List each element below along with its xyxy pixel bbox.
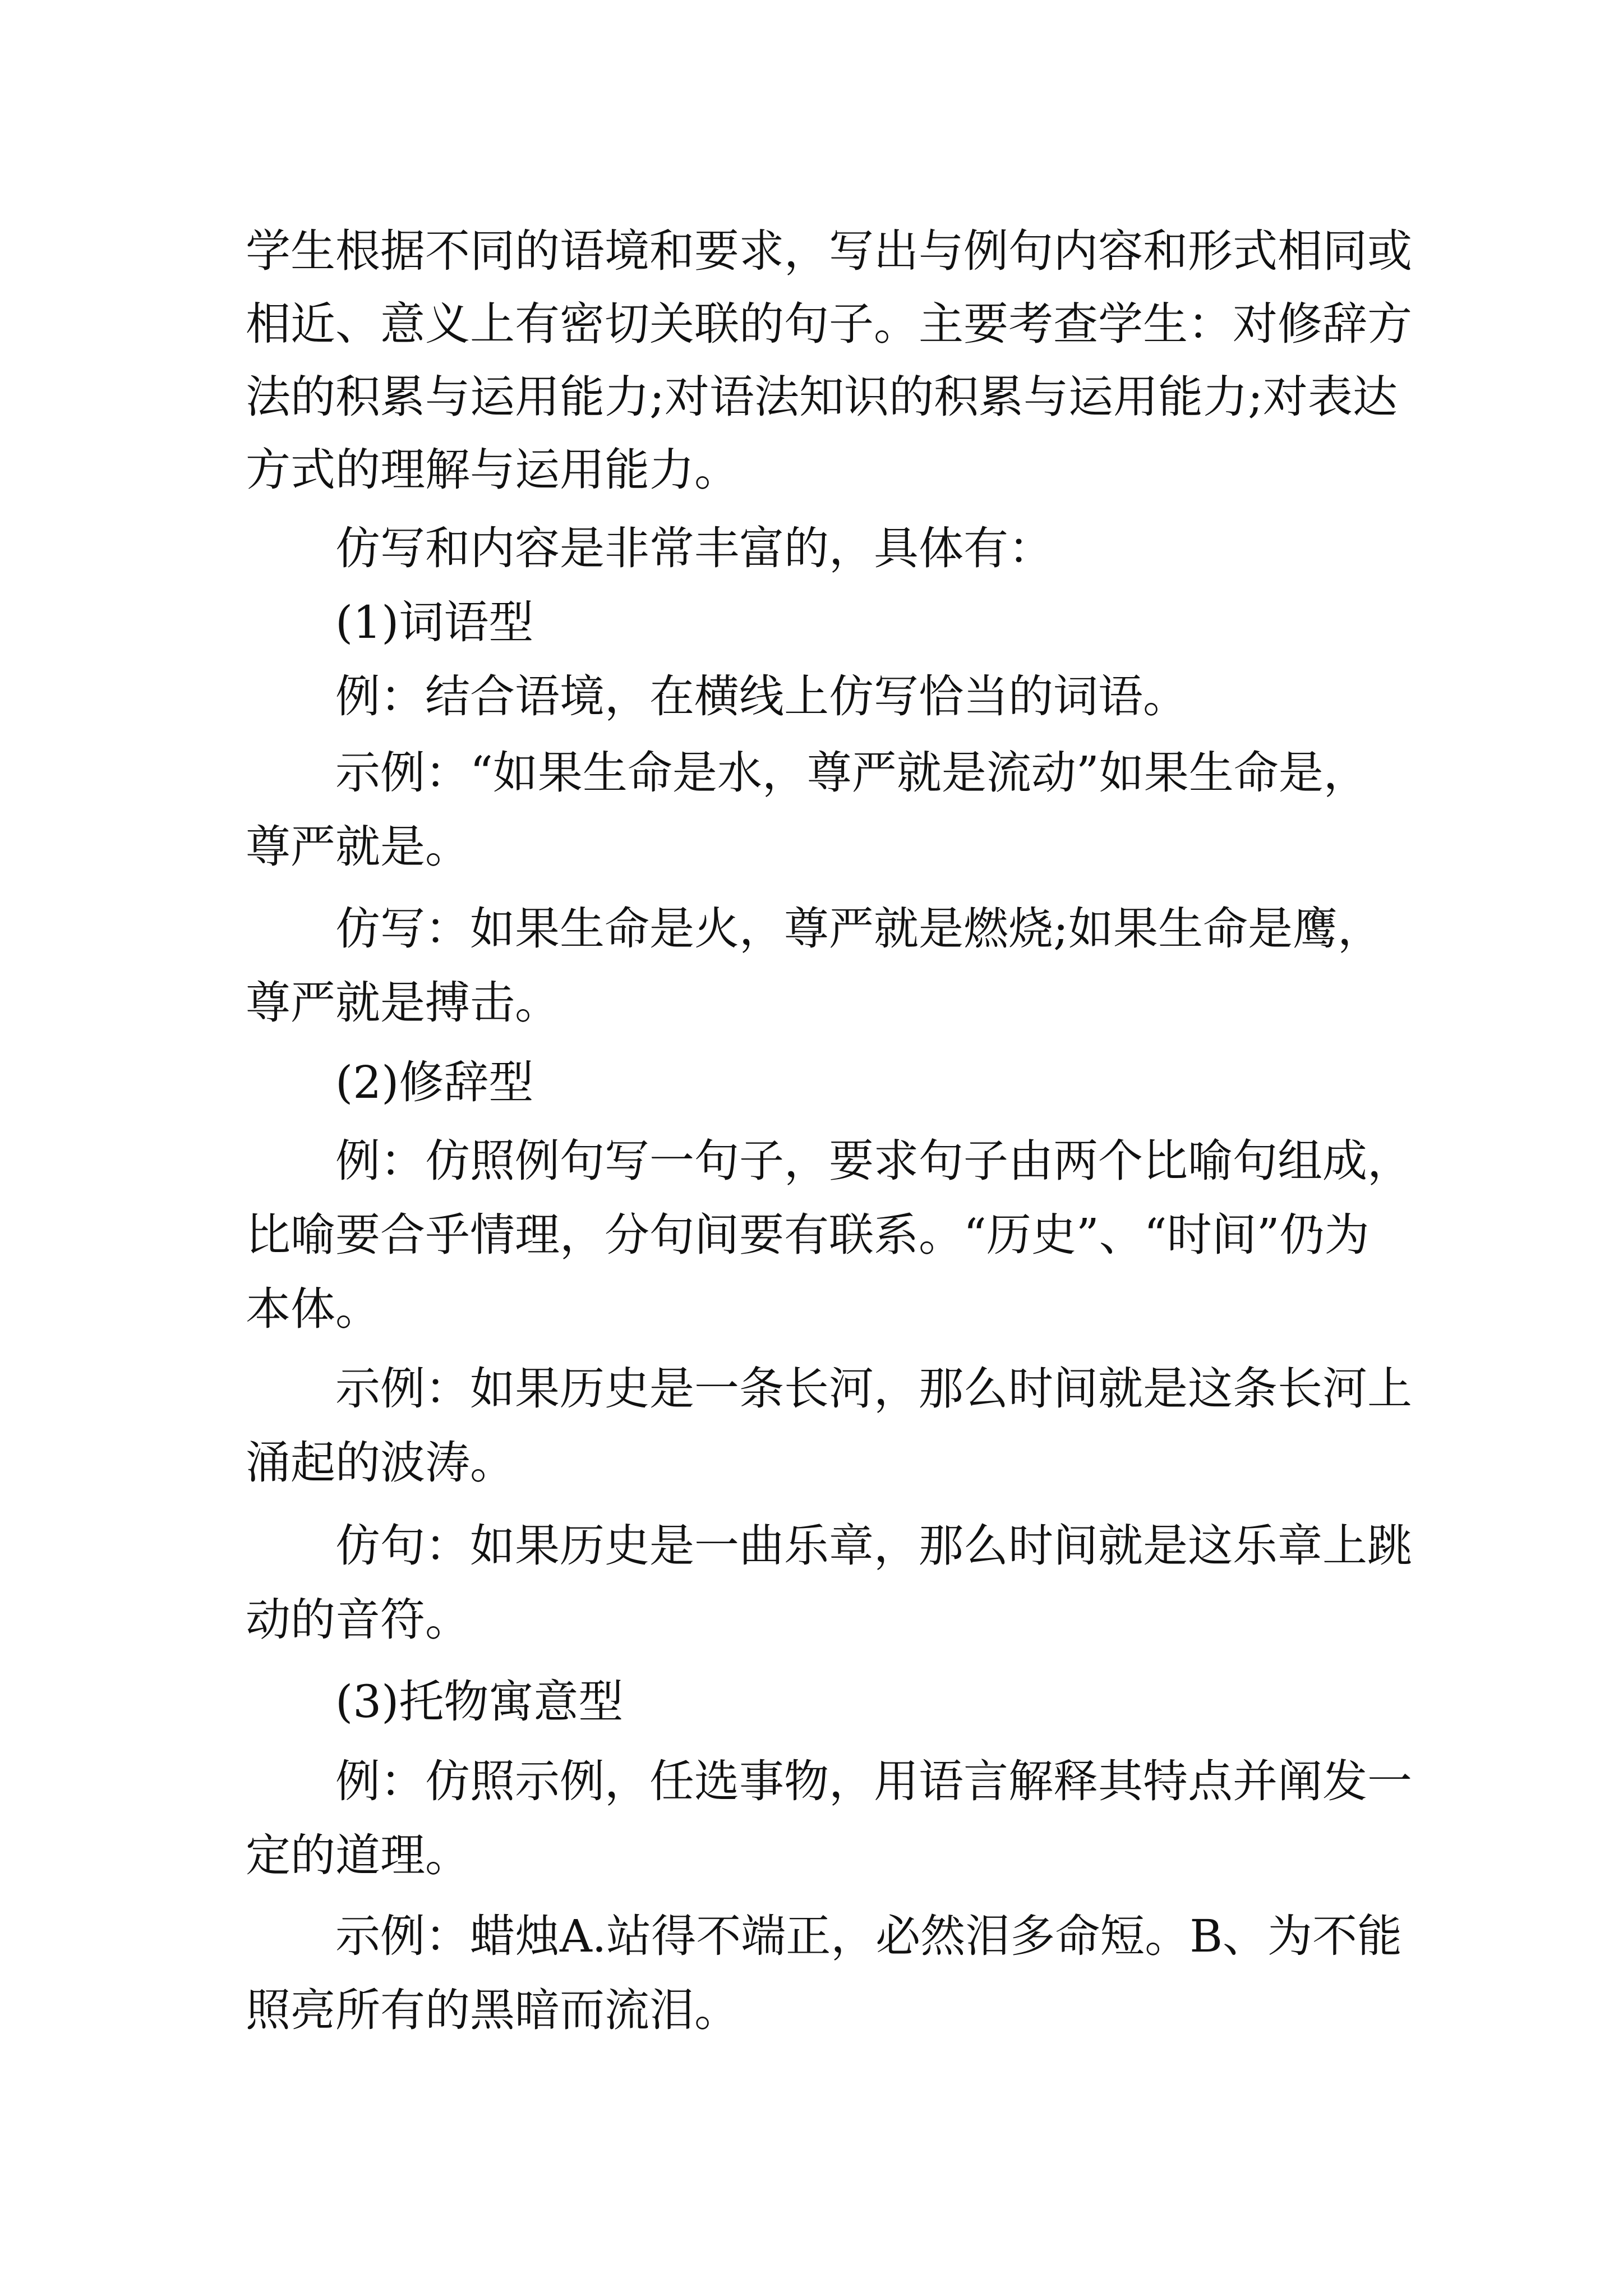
text-line: 仿句：如果历史是一曲乐章，那么时间就是这乐章上跳 xyxy=(335,1520,1412,1572)
text-line: (3)托物寓意型 xyxy=(335,1676,624,1728)
text-line: 例：仿照例句写一句子，要求句子由两个比喻句组成， xyxy=(335,1135,1412,1187)
text-line: 仿写和内容是非常丰富的，具体有： xyxy=(335,522,1053,574)
text-line: 涌起的波涛。 xyxy=(246,1437,515,1489)
text-line: (2)修辞型 xyxy=(335,1056,534,1108)
text-line: 示例：如果历史是一条长河，那么时间就是这条长河上 xyxy=(335,1363,1412,1415)
text-line: 尊严就是。 xyxy=(246,821,470,873)
text-line: 仿写：如果生命是火，尊严就是燃烧;如果生命是鹰， xyxy=(335,903,1382,955)
text-line: 相近、意义上有密切关联的句子。主要考查学生：对修辞方 xyxy=(246,298,1412,350)
text-line: 照亮所有的黑暗而流泪。 xyxy=(246,1984,739,2036)
text-line: 法的积累与运用能力;对语法知识的积累与运用能力;对表达 xyxy=(246,371,1398,423)
text-line: 尊严就是搏击。 xyxy=(246,977,560,1029)
text-line: 学生根据不同的语境和要求，写出与例句内容和形式相同或 xyxy=(246,225,1412,277)
text-line: 示例：“如果生命是水，尊严就是流动”如果生命是， xyxy=(335,747,1368,799)
text-line: 动的音符。 xyxy=(246,1594,470,1646)
text-line: 例：结合语境，在横线上仿写恰当的词语。 xyxy=(335,670,1188,723)
text-line: (1)词语型 xyxy=(335,596,534,648)
text-line: 本体。 xyxy=(246,1283,380,1335)
text-line: 例：仿照示例，任选事物，用语言解释其特点并阐发一 xyxy=(335,1755,1412,1807)
text-line: 方式的理解与运用能力。 xyxy=(246,444,739,496)
text-line: 示例：蜡烛A.站得不端正，必然泪多命短。B、为不能 xyxy=(335,1910,1402,1962)
text-line: 比喻要合乎情理，分句间要有联系。“历史”、“时间”仍为 xyxy=(246,1209,1370,1261)
text-line: 定的道理。 xyxy=(246,1829,470,1881)
